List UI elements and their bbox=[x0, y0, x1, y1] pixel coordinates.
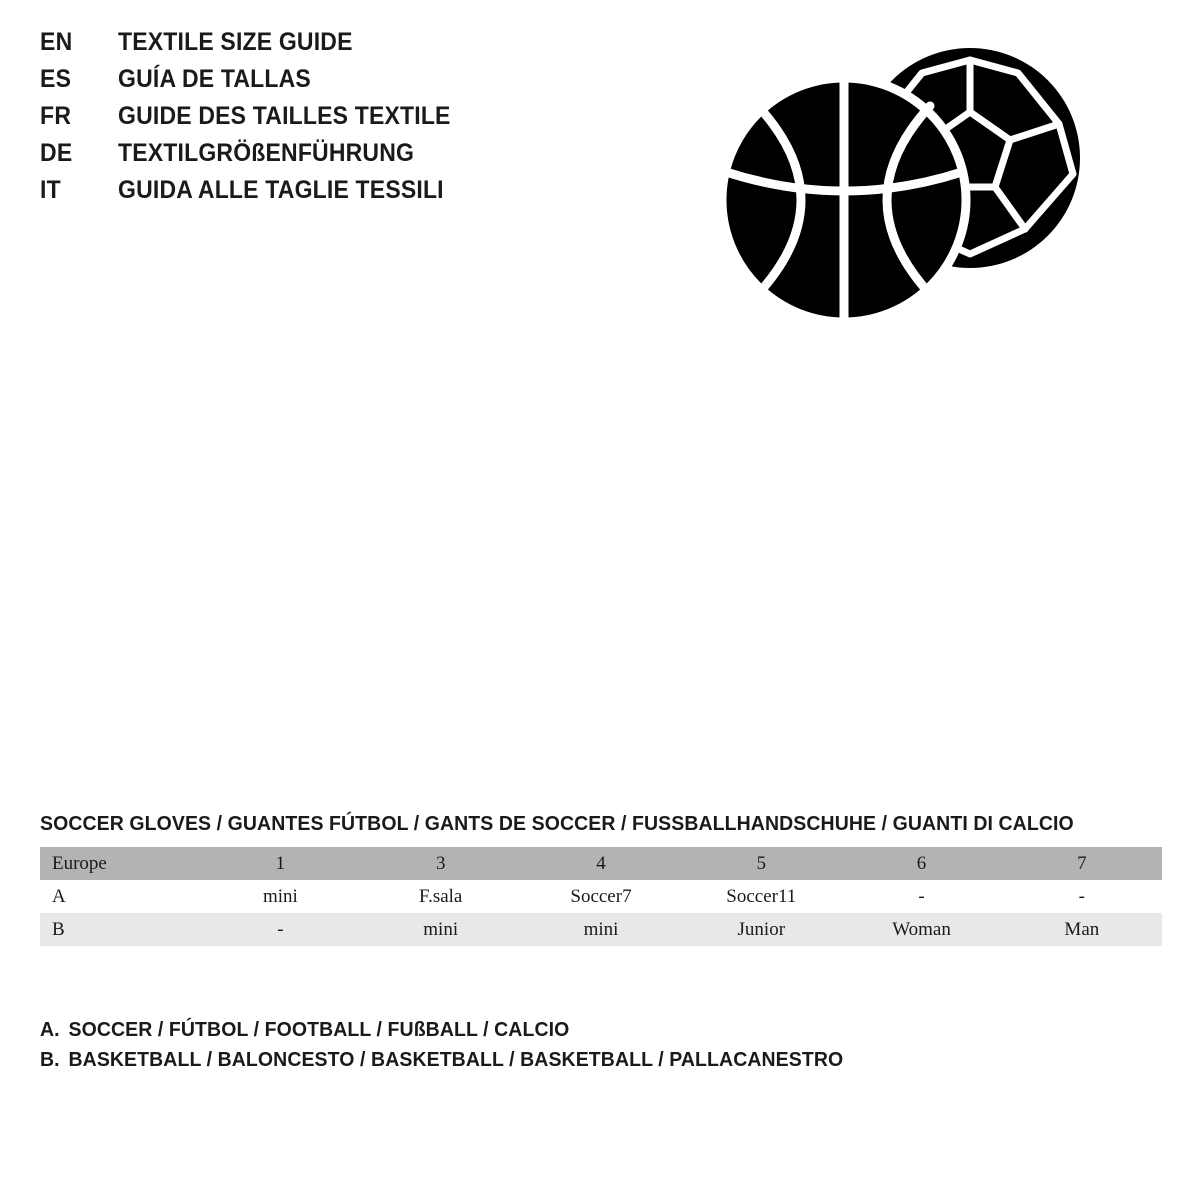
language-row-it bbox=[40, 176, 680, 213]
table-cell-a-1: mini bbox=[200, 880, 360, 913]
size-table-section bbox=[40, 812, 1162, 946]
size-table-title: SOCCER GLOVES / GUANTES FÚTBOL / GANTS DE SOCCER / FUSSBALLHANDSCHUHE / GUANTI DI CALCIO bbox=[40, 812, 1074, 835]
legend-block bbox=[40, 1015, 1040, 1075]
table-row-key-b: B bbox=[40, 913, 200, 946]
table-header-cell-6: 6 bbox=[841, 847, 1001, 880]
legend-row-a bbox=[40, 1015, 990, 1045]
table-cell-b-3: mini bbox=[361, 913, 521, 946]
table-cell-b-7: Man bbox=[1002, 913, 1162, 946]
language-row-es bbox=[40, 65, 680, 102]
language-header-block bbox=[40, 28, 680, 213]
table-row bbox=[40, 847, 1162, 880]
language-title-es: GUÍA DE TALLAS bbox=[118, 65, 311, 93]
language-code-de: DE bbox=[40, 139, 73, 167]
table-cell-b-1: - bbox=[200, 913, 360, 946]
table-cell-b-5: Junior bbox=[681, 913, 841, 946]
language-code-es: ES bbox=[40, 65, 72, 93]
table-cell-a-6: - bbox=[841, 880, 1001, 913]
basketball-and-soccer-ball-icon bbox=[718, 40, 1098, 330]
table-row-key-a: A bbox=[40, 880, 200, 913]
language-code-it: IT bbox=[40, 176, 62, 204]
table-cell-a-3: F.sala bbox=[361, 880, 521, 913]
table-header-cell-7: 7 bbox=[1002, 847, 1162, 880]
language-row-de bbox=[40, 139, 680, 176]
table-cell-a-5: Soccer11 bbox=[681, 880, 841, 913]
table-header-cell-4: 4 bbox=[521, 847, 681, 880]
language-title-en: TEXTILE SIZE GUIDE bbox=[118, 28, 353, 56]
language-row-fr bbox=[40, 102, 680, 139]
legend-text-a: SOCCER / FÚTBOL / FOOTBALL / FUßBALL / CALCIO bbox=[68, 1018, 570, 1041]
language-code-en: EN bbox=[40, 28, 73, 56]
table-header-cell-5: 5 bbox=[681, 847, 841, 880]
language-row-en bbox=[40, 28, 680, 65]
language-code-fr: FR bbox=[40, 102, 72, 130]
language-title-fr: GUIDE DES TAILLES TEXTILE bbox=[118, 102, 451, 130]
size-table bbox=[40, 847, 1162, 946]
table-cell-b-6: Woman bbox=[841, 913, 1001, 946]
table-row bbox=[40, 880, 1162, 913]
table-row bbox=[40, 913, 1162, 946]
table-header-cell-3: 3 bbox=[361, 847, 521, 880]
table-header-cell-1: 1 bbox=[200, 847, 360, 880]
table-header-cell-europe: Europe bbox=[40, 847, 200, 880]
language-title-it: GUIDA ALLE TAGLIE TESSILI bbox=[118, 176, 444, 204]
legend-key-b: B. bbox=[40, 1048, 60, 1071]
table-cell-b-4: mini bbox=[521, 913, 681, 946]
legend-row-b bbox=[40, 1045, 990, 1075]
language-title-de: TEXTILGRÖßENFÜHRUNG bbox=[118, 139, 415, 167]
table-cell-a-7: - bbox=[1002, 880, 1162, 913]
legend-text-b: BASKETBALL / BALONCESTO / BASKETBALL / BASKETBALL / PALLACANESTRO bbox=[68, 1048, 844, 1071]
table-cell-a-4: Soccer7 bbox=[521, 880, 681, 913]
legend-key-a: A. bbox=[40, 1018, 60, 1041]
